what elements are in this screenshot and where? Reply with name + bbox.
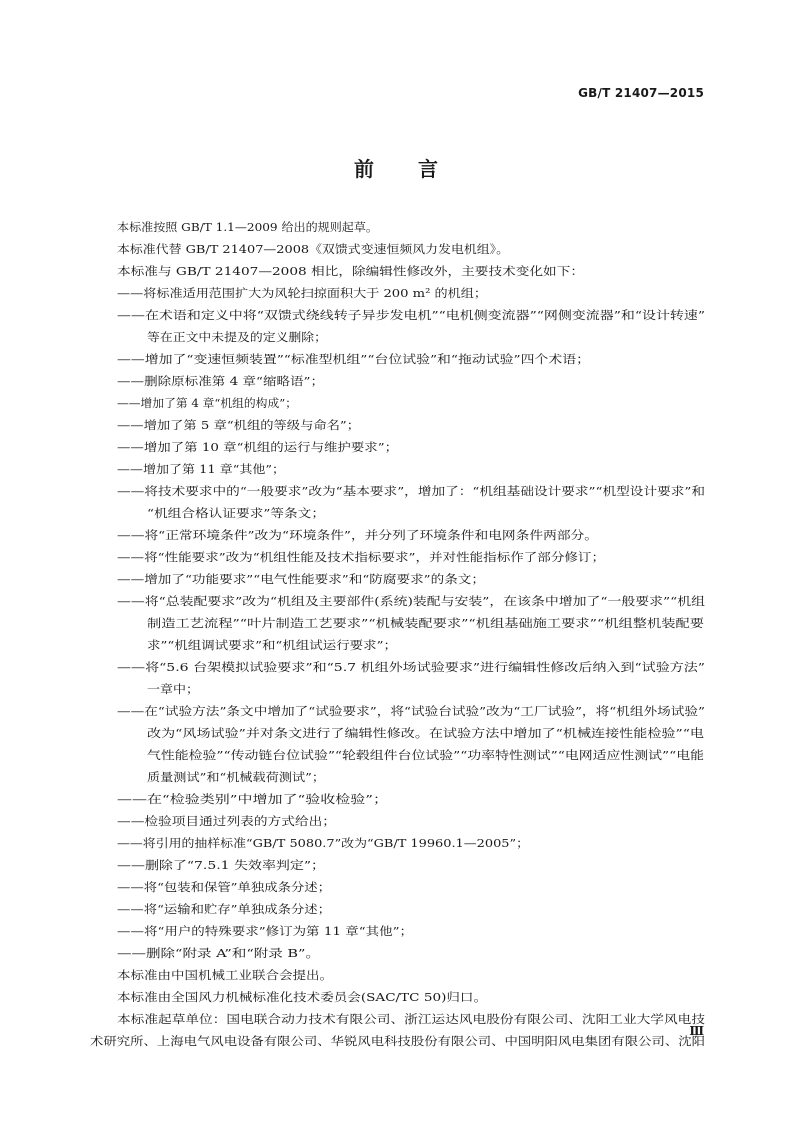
text-line [0, 370, 794, 392]
text-line-content: ——删除了“7.5.1 失效率判定”； [117, 858, 325, 872]
text-line-content: ——在“试验方法”条文中增加了“试验要求”，将“试验台试验”改为“工厂试验”，将“机组外场试验” [117, 704, 705, 718]
text-line-content: ——在术语和定义中将“双馈式绕线转子异步发电机”“电机侧变流器”“网侧变流器”和“设计转速” [117, 308, 705, 322]
text-line [0, 832, 794, 854]
text-line-content: 本标准由全国风力机械标准化技术委员会(SAC/TC 50)归口。 [117, 990, 487, 1004]
text-line [0, 612, 794, 634]
text-line [0, 546, 794, 568]
text-line [0, 898, 794, 920]
page-title [0, 153, 794, 182]
text-line-content: ——将引用的抽样标准“GB/T 5080.7”改为“GB/T 19960.1—2005”； [117, 836, 529, 850]
text-line-content: ——将“包装和保管”单独成条分述； [117, 880, 331, 894]
text-line-content: ——将“运输和贮存”单独成条分述； [117, 902, 331, 916]
text-line-content: 本标准与 GB/T 21407—2008 相比，除编辑性修改外，主要技术变化如下： [117, 264, 584, 278]
text-line-content: ——删除原标准第 4 章“缩略语”； [117, 374, 324, 388]
text-line [0, 238, 794, 260]
text-line [0, 392, 794, 414]
text-line [0, 216, 794, 238]
text-line-content: ——在“检验类别”中增加了“验收检验”； [117, 792, 388, 806]
text-line-content: 本标准起草单位：国电联合动力技术有限公司、浙江运达风电股份有限公司、沈阳工业大学风电技 [117, 1012, 705, 1026]
text-line [0, 436, 794, 458]
text-line [0, 634, 794, 656]
text-line-content: 本标准代替 GB/T 21407—2008《双馈式变速恒频风力发电机组》。 [117, 242, 509, 256]
text-line [0, 348, 794, 370]
text-line-content: ——将“用户的特殊要求”修订为第 11 章“其他”； [117, 924, 413, 938]
text-line [0, 722, 794, 744]
standard-code: GB/T 21407—2015 [578, 86, 704, 100]
text-line [0, 326, 794, 348]
text-line-content: ——增加了第 4 章“机组的构成”； [117, 396, 297, 410]
text-line [0, 260, 794, 282]
text-line [0, 414, 794, 436]
text-line [0, 304, 794, 326]
text-line-content: ——增加了第 5 章“机组的等级与命名”； [117, 418, 360, 432]
text-line [0, 700, 794, 722]
text-line [0, 942, 794, 964]
text-line [0, 524, 794, 546]
text-line-content: 本标准由中国机械工业联合会提出。 [117, 968, 333, 982]
text-line-content: ——检验项目通过列表的方式给出； [117, 814, 336, 828]
text-line-content: ——增加了第 10 章“机组的运行与维护要求”； [117, 440, 398, 454]
title-char-1: 前 [354, 157, 376, 181]
text-line-content: 改为“风场试验”并对条文进行了编辑性修改。在试验方法中增加了“机械连接性能检验”“电 [147, 726, 704, 740]
text-line-content: 本标准按照 GB/T 1.1—2009 给出的规则起草。 [117, 220, 378, 234]
text-line-content: ——将“总装配要求”改为“机组及主要部件(系统)装配与安装”，在该条中增加了“一般要求”“机组 [117, 594, 705, 608]
text-line-content: ——将“性能要求”改为“机组性能及技术指标要求”，并对性能指标作了部分修订； [117, 550, 605, 564]
text-line [0, 920, 794, 942]
text-line [0, 876, 794, 898]
text-line-content: ——将标准适用范围扩大为风轮扫掠面积大于 200 m² 的机组； [117, 286, 487, 300]
text-line [0, 1030, 794, 1052]
text-line [0, 964, 794, 986]
text-line [0, 590, 794, 612]
text-line [0, 810, 794, 832]
text-line [0, 678, 794, 700]
text-line [0, 656, 794, 678]
text-line-content: 一章中； [147, 682, 199, 696]
text-line-content: ——将“正常环境条件”改为“环境条件”，并分列了环境条件和电网条件两部分。 [117, 528, 598, 542]
text-line-content: ——增加了“变速恒频装置”“标准型机组”“台位试验”和“拖动试验”四个术语； [117, 352, 590, 366]
text-line-content: 等在正文中未提及的定义删除； [147, 330, 327, 344]
text-line-content: ——删除“附录 A”和“附录 B”。 [117, 946, 320, 960]
text-line-content: 质量测试”和“机械载荷测试”； [147, 770, 325, 784]
text-line [0, 502, 794, 524]
text-line [0, 986, 794, 1008]
text-line-content: ——增加了“功能要求”“电气性能要求”和“防腐要求”的条文； [117, 572, 485, 586]
text-line [0, 766, 794, 788]
title-char-2: 言 [418, 157, 440, 181]
text-line-content: 气性能检验”“传动链台位试验”“轮毂组件台位试验”“功率特性测试”“电网适应性测试”“电能 [147, 748, 704, 762]
text-line [0, 854, 794, 876]
text-line-content: 求”“机组调试要求”和“机组试运行要求”； [147, 638, 397, 652]
text-line [0, 1008, 794, 1030]
text-line [0, 568, 794, 590]
text-line-content: 术研究所、上海电气风电设备有限公司、华锐风电科技股份有限公司、中国明阳风电集团有限公司、沈阳 [90, 1034, 705, 1048]
text-line-content: ——增加了第 11 章“其他”； [117, 462, 285, 476]
text-line-content: “机组合格认证要求”等条文； [147, 506, 325, 520]
text-line [0, 282, 794, 304]
text-line-content: ——将“5.6 台架模拟试验要求”和“5.7 机组外场试验要求”进行编辑性修改后纳入到“试验方法” [117, 660, 705, 674]
text-line [0, 744, 794, 766]
document-body [0, 216, 794, 1052]
page-number: Ⅲ [689, 1024, 704, 1038]
text-line [0, 480, 794, 502]
text-line [0, 788, 794, 810]
text-line-content: ——将技术要求中的“一般要求”改为“基本要求”，增加了：“机组基础设计要求”“机型设计要求”和 [117, 484, 705, 498]
text-line-content: 制造工艺流程”“叶片制造工艺要求”“机械装配要求”“机组基础施工要求”“机组整机装配要 [147, 616, 704, 630]
text-line [0, 458, 794, 480]
